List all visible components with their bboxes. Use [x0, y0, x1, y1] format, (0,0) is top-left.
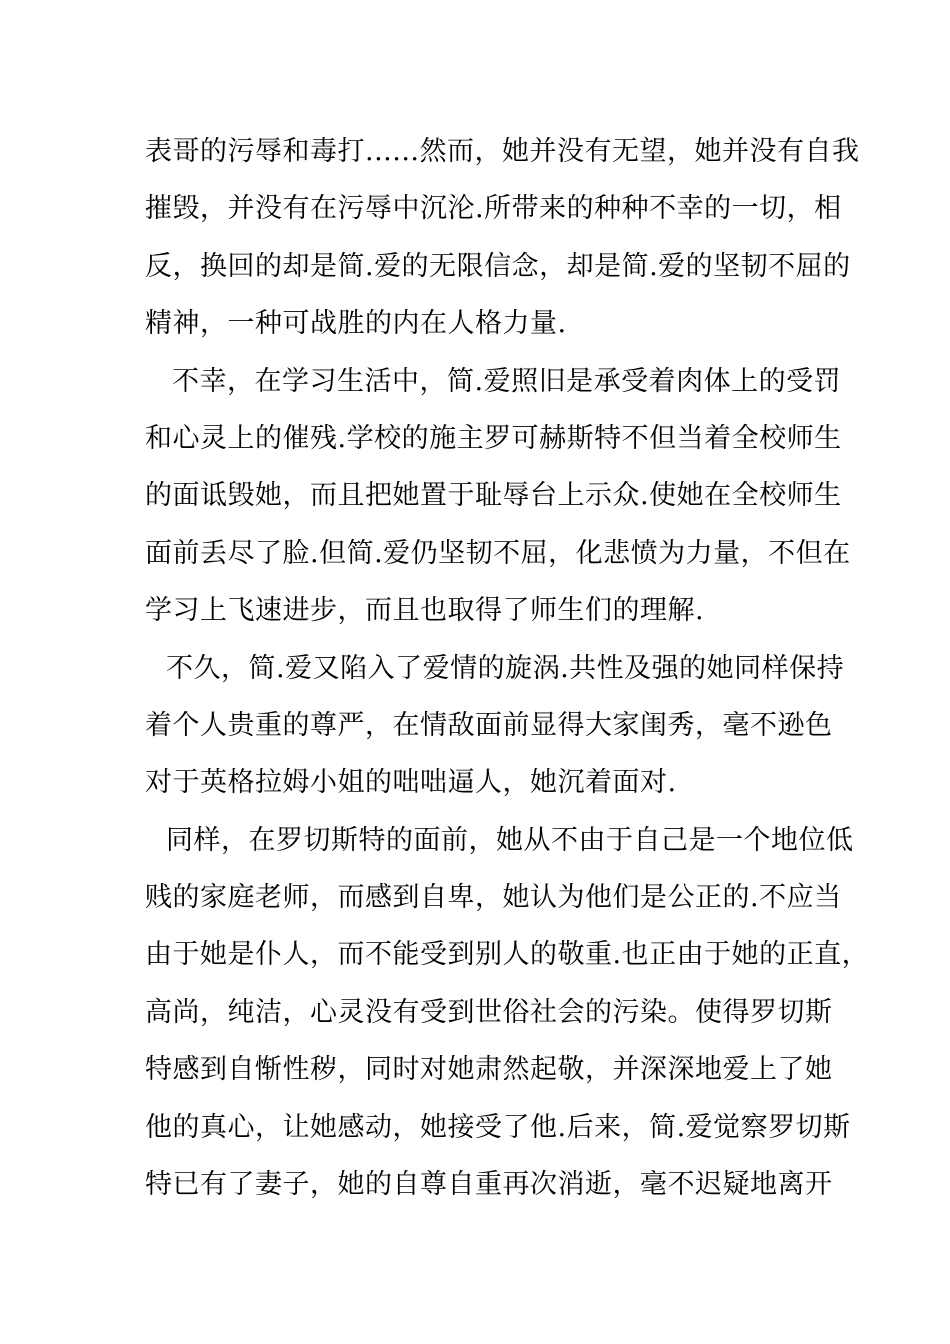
- text-line: 精神，一种可战胜的内在人格力量.: [145, 308, 567, 340]
- text-line: 特已有了妻子，她的自尊自重再次消逝，毫不迟疑地离开: [145, 1169, 833, 1201]
- body-text: [145, 123, 870, 1213]
- text-line: 摧毁，并没有在污辱中沉沦.所带来的种种不幸的一切，相: [145, 193, 842, 225]
- paragraph-start-line: 不久，简.爱又陷入了爱情的旋涡.共性及强的她同样保持: [166, 652, 845, 684]
- text-line: 贱的家庭老师，而感到自卑，她认为他们是公正的.不应当: [145, 882, 842, 914]
- text-line: 反，换回的却是简.爱的无限信念，却是简.爱的坚韧不屈的: [145, 250, 851, 282]
- text-line: 特感到自惭性秽，同时对她肃然起敬，并深深地爱上了她: [145, 1054, 833, 1086]
- text-line: 面前丢尽了脸.但简.爱仍坚韧不屈，化悲愤为力量，不但在: [145, 537, 851, 569]
- text-line: 由于她是仆人，而不能受到别人的敬重.也正由于她的正直，: [145, 939, 870, 971]
- text-line: 表哥的污辱和毒打......然而，她并没有无望，她并没有自我: [145, 136, 860, 167]
- text-line: 和心灵上的催残.学校的施主罗可赫斯特不但当着全校师生: [145, 422, 842, 454]
- text-line: 着个人贵重的尊严，在情敌面前显得大家闺秀，毫不逊色: [145, 709, 833, 741]
- text-line: 高尚，纯洁，心灵没有受到世俗社会的污染。使得罗切斯: [145, 996, 833, 1028]
- text-line: 他的真心，让她感动，她接受了他.后来，简.爱觉察罗切斯: [145, 1111, 851, 1143]
- paragraph-start-line: 不幸，在学习生活中，简.爱照旧是承受着肉体上的受罚: [172, 365, 842, 397]
- text-line: 对于英格拉姆小姐的咄咄逼人，她沉着面对.: [145, 767, 677, 799]
- paragraph-start-line: 同样，在罗切斯特的面前，她从不由于自己是一个地位低: [166, 824, 854, 856]
- text-line: 的面诋毁她，而且把她置于耻辱台上示众.使她在全校师生: [145, 480, 842, 512]
- text-line: 学习上飞速进步，而且也取得了师生们的理解.: [145, 595, 705, 627]
